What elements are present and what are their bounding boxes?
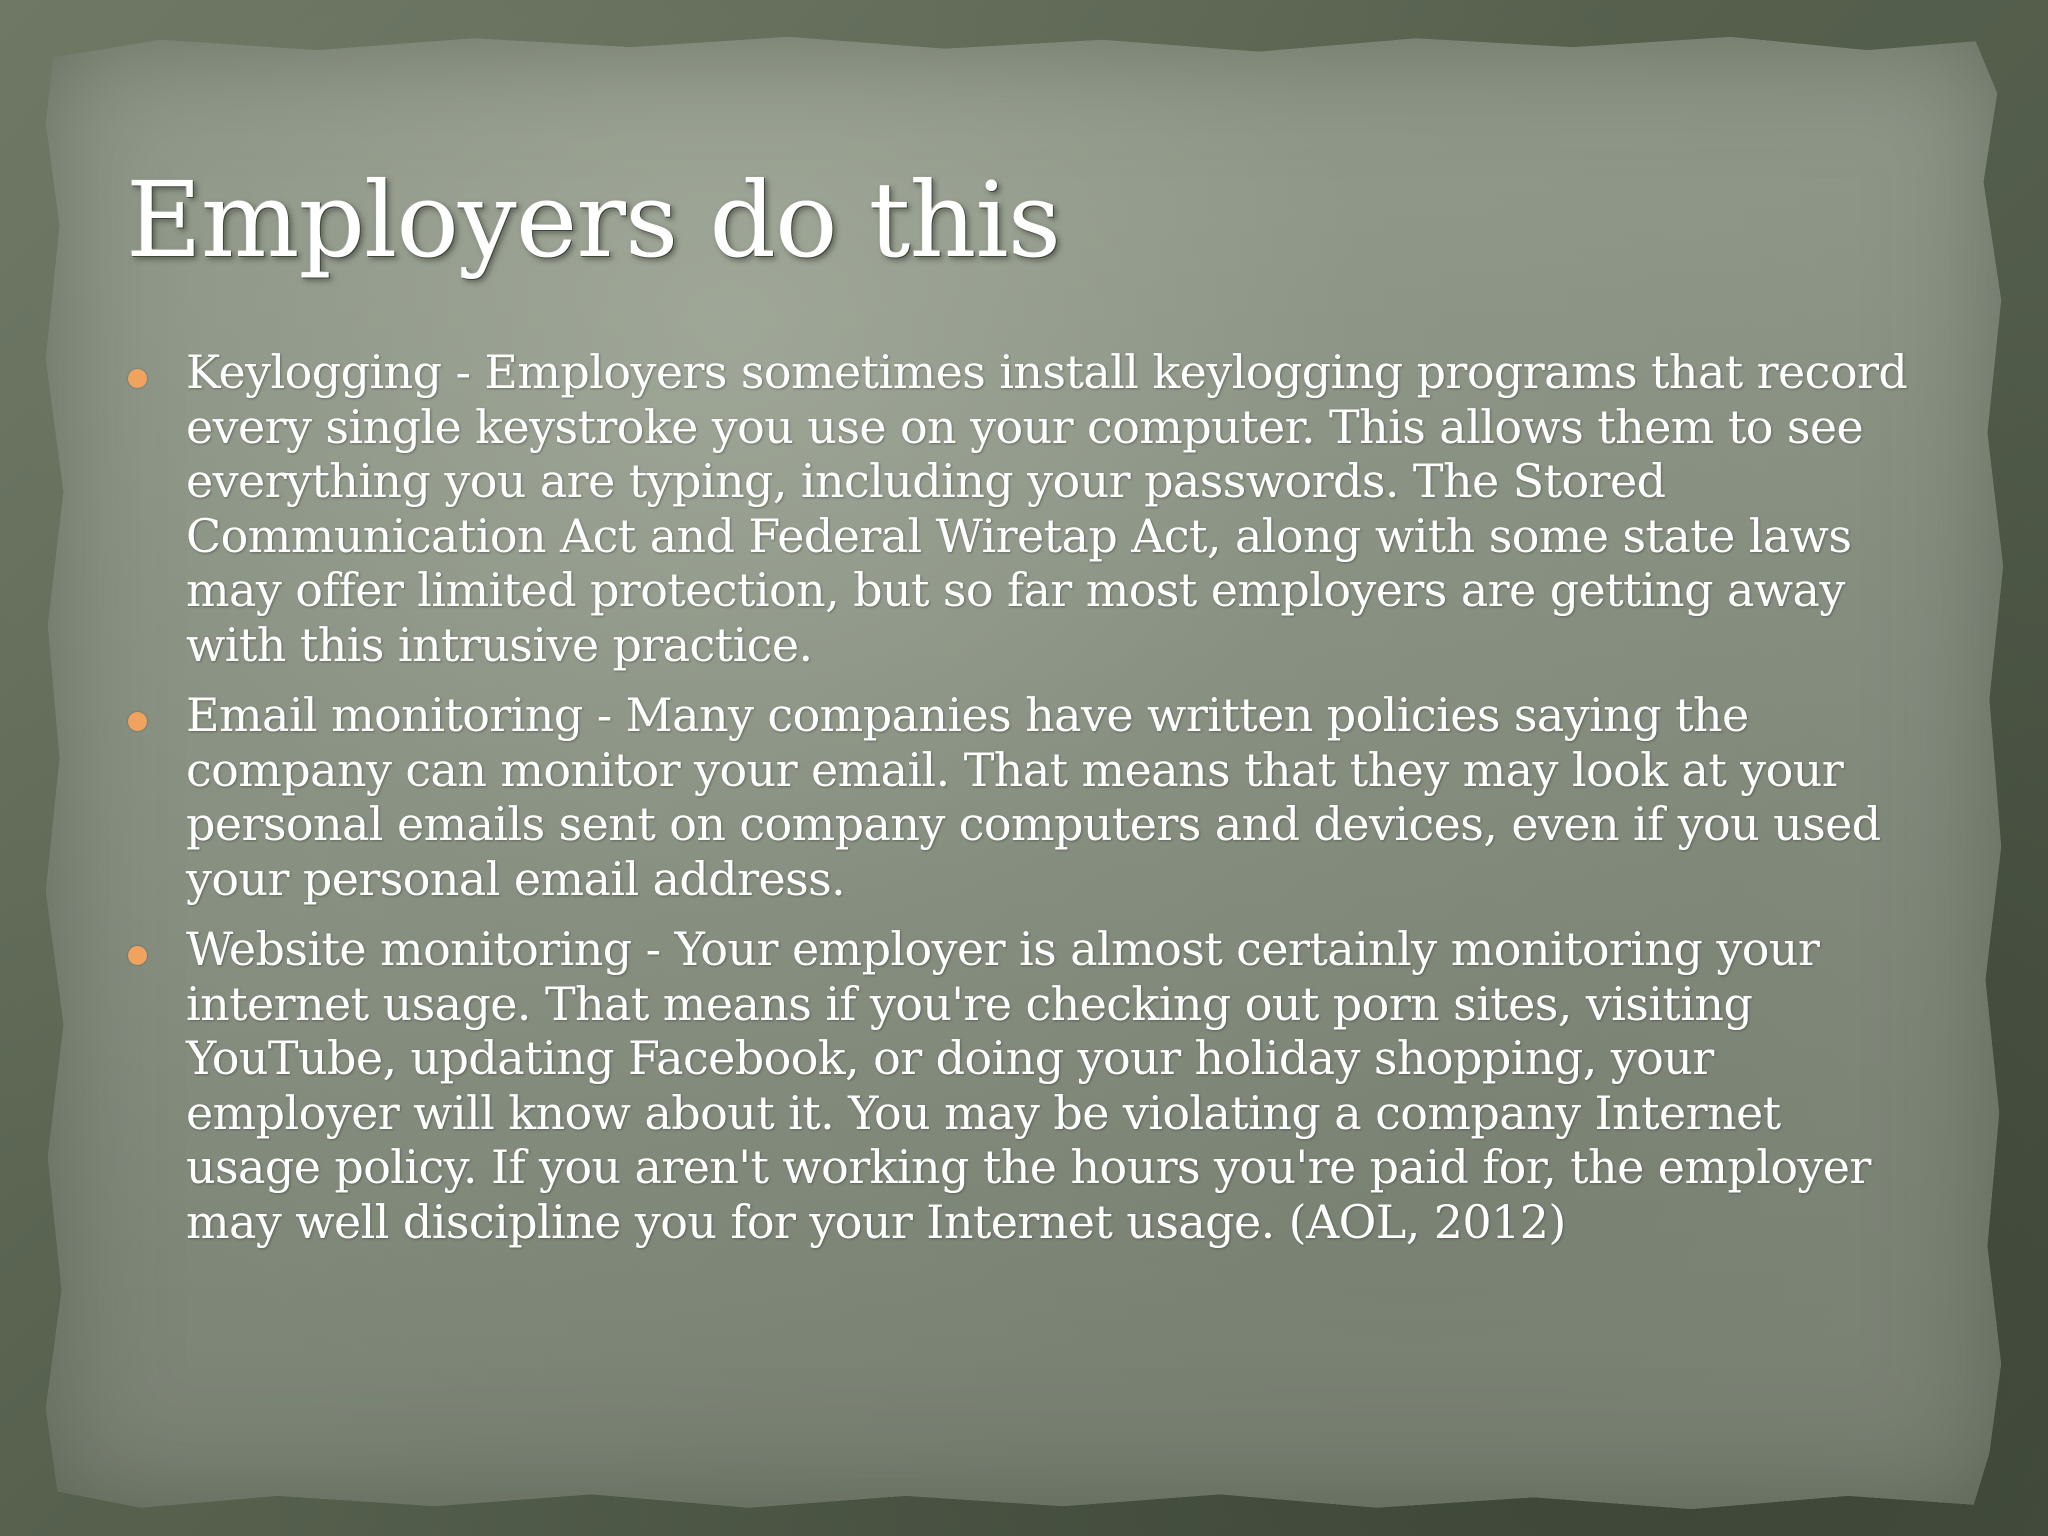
bullet-text: Email monitoring - Many companies have written policies saying the company can monitor your email. That means that they may look at your personal emails sent on company computers and devices, even if you used your personal email address. [186,688,1881,906]
bullet-dot-icon [128,946,147,965]
bullet-text: Website monitoring - Your employer is almost certainly monitoring your internet usage. That means if you're checking out porn sites, visiting YouTube, updating Facebook, or doing your holiday shopping, your employer will know about it. You may be violating a company Internet usage policy. If you aren't working the hours you're paid for, the employer may well discipline you for your Internet usage. (AOL, 2012) [186,922,1871,1249]
bullet-text: Keylogging - Employers sometimes install keylogging programs that record every single keystroke you use on your computer. This allows them to see everything you are typing, including your passwords. The Stored Communication Act and Federal Wiretap Act, along with some state laws may offer limited protection, but so far most employers are getting away with this intrusive practice. [186,345,1908,672]
bullet-list [126,345,1916,1265]
bullet-dot-icon [128,712,147,731]
bullet-item-website-monitoring [126,922,1916,1249]
bullet-item-email-monitoring [126,688,1916,906]
slide-title: Employers do this [126,159,1061,281]
bullet-item-keylogging [126,345,1916,672]
bullet-dot-icon [128,369,147,388]
